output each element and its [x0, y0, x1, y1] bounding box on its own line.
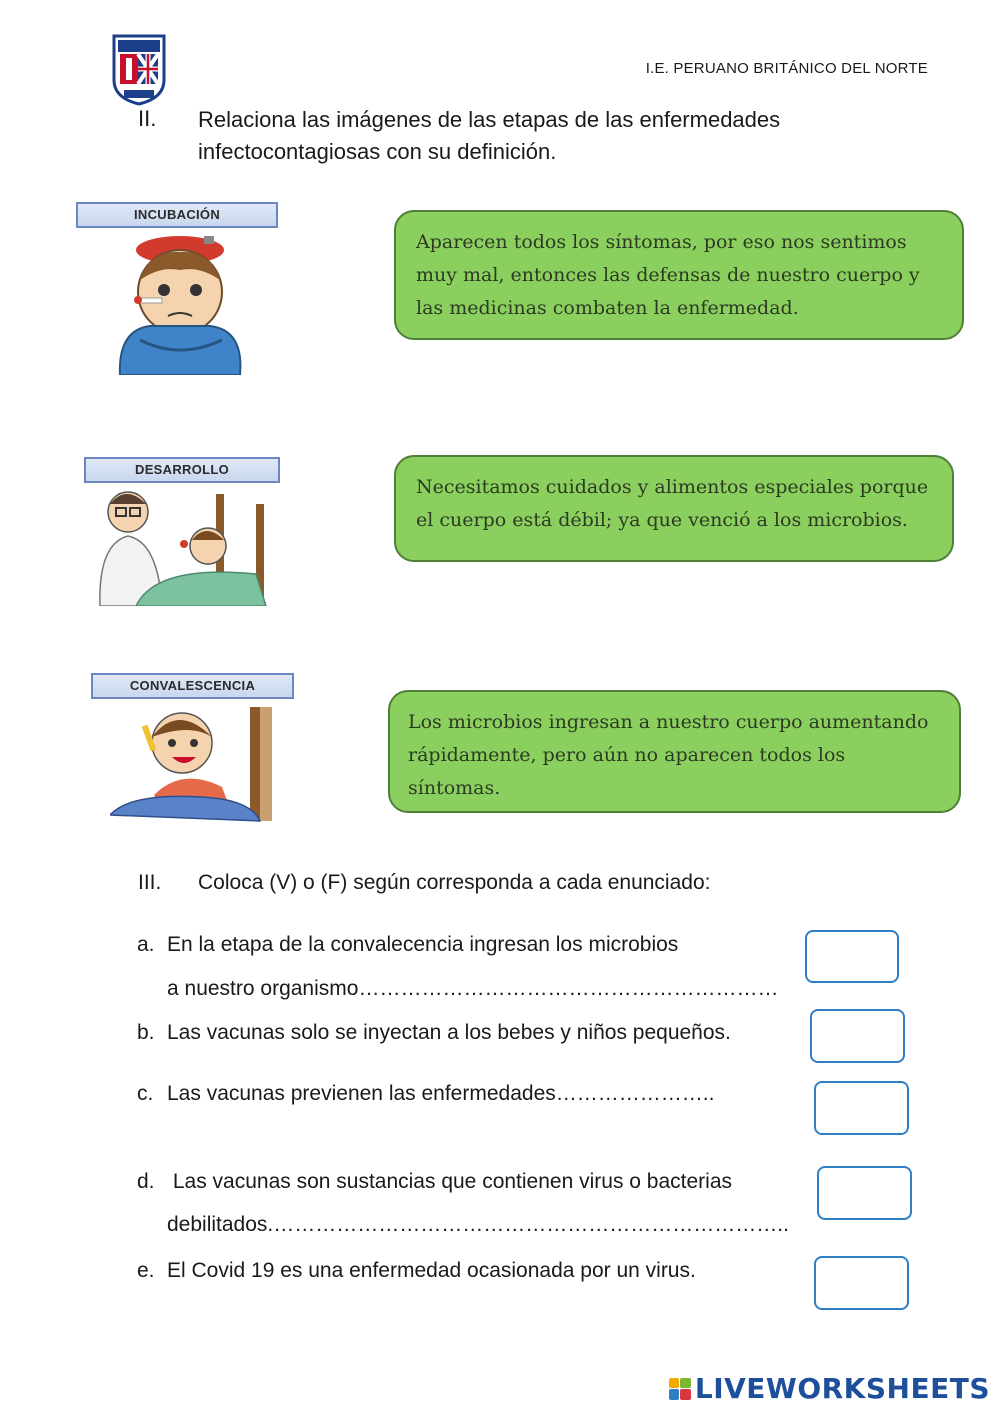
section2-number: II. — [138, 106, 157, 131]
question-b-line1: Las vacunas solo se inyectan a los bebes y niños pequeños. — [167, 1021, 731, 1044]
stage-label-convalescencia: CONVALESCENCIA — [91, 673, 294, 699]
section3-instruction: Coloca (V) o (F) según corresponda a cada enunciado: — [198, 871, 711, 894]
stage-label-incubacion: INCUBACIÓN — [76, 202, 278, 228]
liveworksheets-logo-icon — [669, 1378, 691, 1400]
section3-number: III. — [138, 871, 162, 894]
liveworksheets-brand[interactable] — [669, 1372, 990, 1405]
answer-box-d[interactable] — [817, 1166, 912, 1220]
question-d-line1: Las vacunas son sustancias que contienen virus o bacterias — [167, 1170, 733, 1193]
answer-box-b[interactable] — [810, 1009, 905, 1063]
school-name: I.E. PERUANO BRITÁNICO DEL NORTE — [645, 60, 928, 77]
question-c-line1: Las vacunas previenen las enfermedades………………….. — [167, 1082, 715, 1105]
question-a-line1: En la etapa de la convalecencia ingresan los microbios — [167, 933, 679, 956]
doctor-visit-icon — [96, 484, 272, 611]
question-d-letter: d. — [137, 1170, 155, 1193]
definition-box-3[interactable]: Los microbios ingresan a nuestro cuerpo aumentando rápidamente, pero aún no aparecen todos los síntomas. — [388, 690, 961, 813]
sick-child-icon — [110, 230, 250, 380]
section2-instruction-line1: Relaciona las imágenes de las etapas de las enfermedades — [198, 107, 781, 132]
stage-label-desarrollo: DESARROLLO — [84, 457, 280, 483]
question-e-letter: e. — [137, 1259, 155, 1282]
answer-box-c[interactable] — [814, 1081, 909, 1135]
question-b-letter: b. — [137, 1021, 155, 1044]
question-a-line2: a nuestro organismo…………………………………………………… — [167, 977, 779, 1000]
answer-box-e[interactable] — [814, 1256, 909, 1310]
section2-instruction-line2: infectocontagiosas con su definición. — [198, 139, 557, 164]
definition-box-2[interactable]: Necesitamos cuidados y alimentos especiales porque el cuerpo está débil; ya que venció a los microbios. — [394, 455, 954, 562]
recovering-child-icon — [110, 703, 278, 828]
question-a-letter: a. — [137, 933, 155, 956]
brand-name: LIVEWORKSHEETS — [694, 1372, 990, 1405]
school-logo — [110, 32, 168, 106]
question-c-letter: c. — [137, 1082, 154, 1105]
question-d-line2: debilitados.……………………………………………………………….. — [167, 1213, 789, 1236]
definition-box-1[interactable]: Aparecen todos los síntomas, por eso nos sentimos muy mal, entonces las defensas de nuestro cuerpo y las medicinas combaten la enfermedad. — [394, 210, 964, 340]
answer-box-a[interactable] — [805, 930, 899, 983]
question-e-line1: El Covid 19 es una enfermedad ocasionada por un virus. — [167, 1259, 696, 1282]
